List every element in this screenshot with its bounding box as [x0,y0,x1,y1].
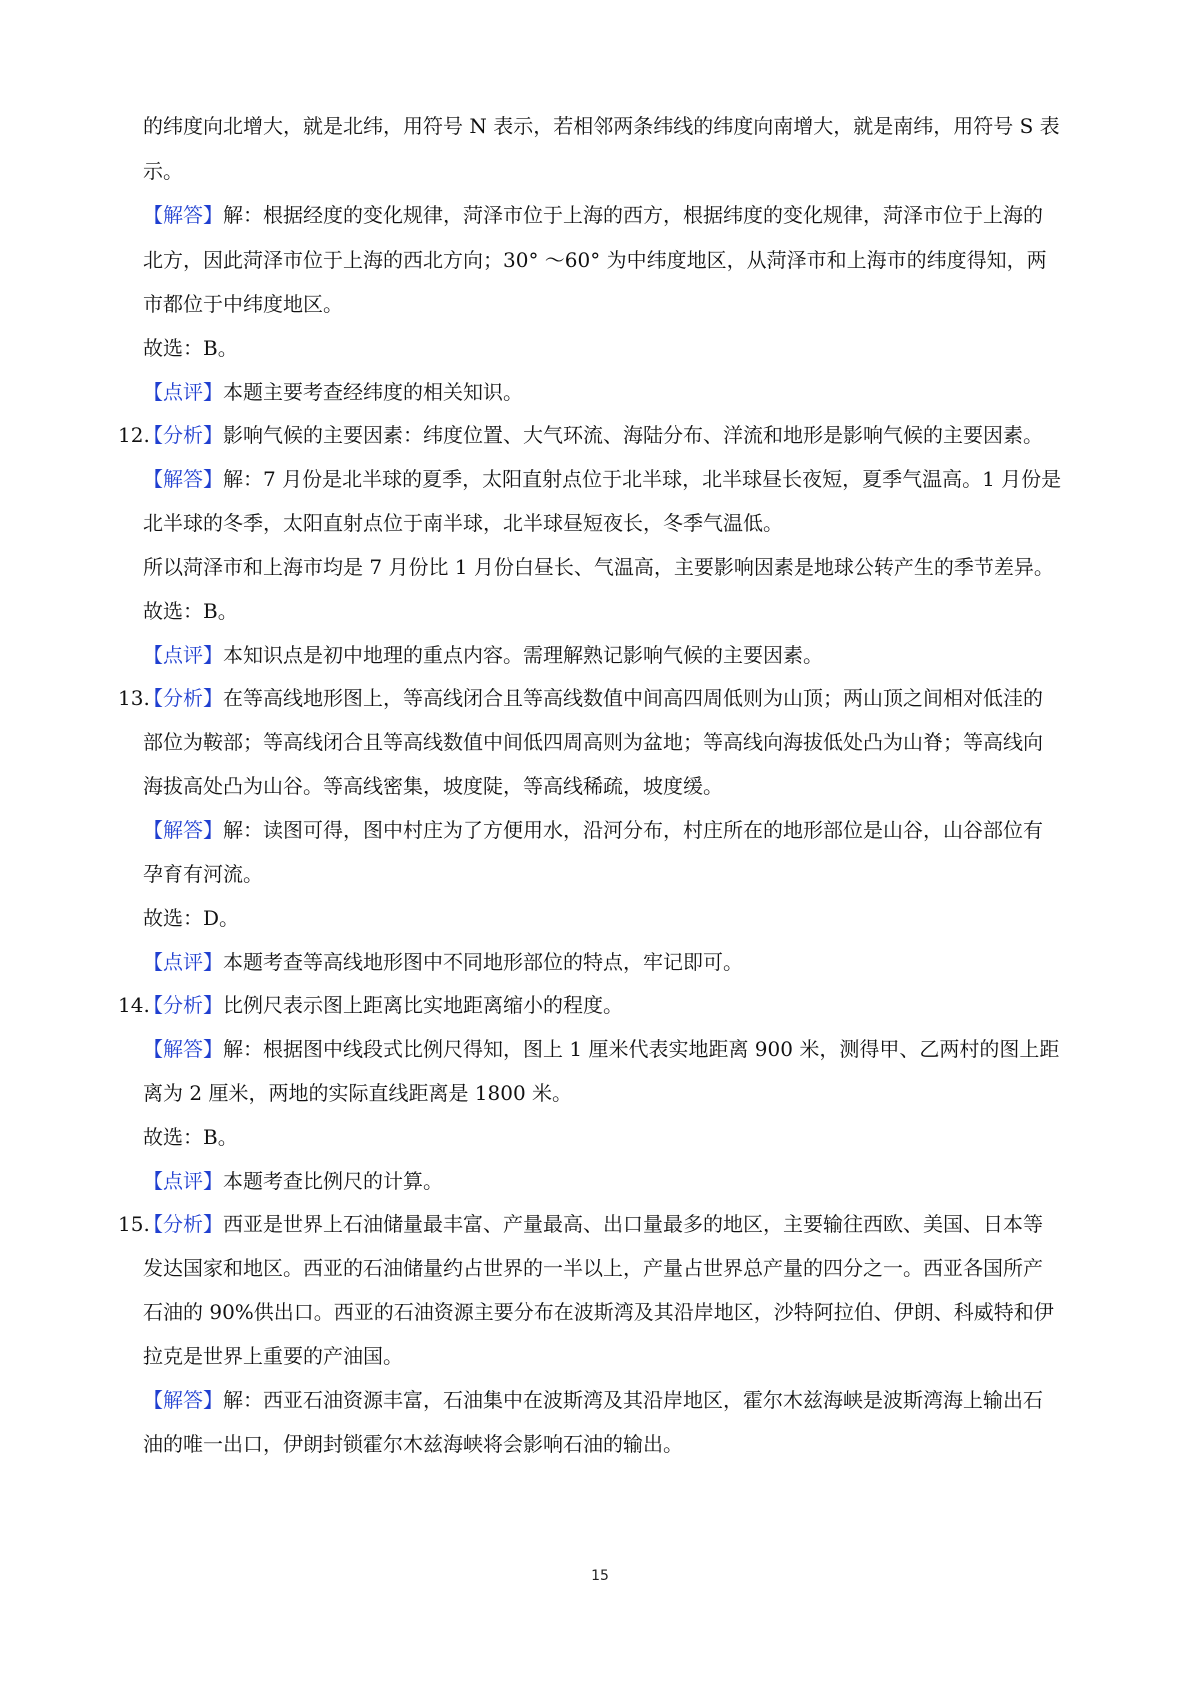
text: 发达国家和地区。西亚的石油储量约占世界的一半以上，产量占世界总产量的四分之一。西亚各国所产 [143,1256,1043,1280]
answer-line [143,509,783,537]
question-number: 15. [118,1212,150,1236]
comment-line [143,378,523,406]
text: 北方，因此菏泽市位于上海的西北方向；30° ～60° 为中纬度地区，从菏泽市和上海市的纬度得知，两 [143,248,1047,272]
answer-tag: 【解答】 [143,1037,223,1061]
choice-line [143,1123,238,1151]
paragraph-line [143,112,1060,140]
text: 本题考查比例尺的计算。 [223,1169,443,1193]
text: 油的唯一出口，伊朗封锁霍尔木兹海峡将会影响石油的输出。 [143,1432,683,1456]
text: 解：西亚石油资源丰富，石油集中在波斯湾及其沿岸地区，霍尔木兹海峡是波斯湾海上输出石 [223,1388,1043,1412]
text: 的纬度向北增大，就是北纬，用符号 N 表示，若相邻两条纬线的纬度向南增大，就是南纬，用符号 S 表 [143,114,1060,138]
analysis-line [143,1342,403,1370]
answer-line [143,1035,1059,1063]
comment-line [143,1167,443,1195]
answer-line [143,290,343,318]
text: 本题考查等高线地形图中不同地形部位的特点，牢记即可。 [223,950,743,974]
question-number: 12. [118,423,150,447]
text: 部位为鞍部；等高线闭合且等高线数值中间低四周高则为盆地；等高线向海拔低处凸为山脊；等高线向 [143,730,1043,754]
analysis-line [143,1298,1054,1326]
text: 石油的 90%供出口。西亚的石油资源主要分布在波斯湾及其沿岸地区，沙特阿拉伯、伊朗、科威特和伊 [143,1300,1054,1324]
text: 示。 [143,159,183,183]
text: 解：读图可得，图中村庄为了方便用水，沿河分布，村庄所在的地形部位是山谷，山谷部位有 [223,818,1043,842]
comment-line [143,948,743,976]
answer-tag: 【解答】 [143,203,223,227]
text: 故选：B。 [143,599,238,623]
choice-line [143,334,238,362]
answer-line [143,465,1061,493]
analysis-line [143,1254,1043,1282]
choice-line [143,597,238,625]
answer-line [143,816,1043,844]
answer-line [143,1079,572,1107]
comment-tag: 【点评】 [143,643,223,667]
answer-tag: 【解答】 [143,818,223,842]
text: 所以菏泽市和上海市均是 7 月份比 1 月份白昼长、气温高，主要影响因素是地球公转产生的季节差异。 [143,555,1054,579]
answer-line [143,1386,1043,1414]
text: 故选：B。 [143,336,238,360]
answer-line [143,553,1054,581]
analysis-tag: 【分析】 [143,1212,223,1236]
text: 市都位于中纬度地区。 [143,292,343,316]
text: 在等高线地形图上，等高线闭合且等高线数值中间高四周低则为山顶；两山顶之间相对低洼的 [223,686,1043,710]
text: 影响气候的主要因素：纬度位置、大气环流、海陆分布、洋流和地形是影响气候的主要因素。 [223,423,1043,447]
answer-line [143,201,1043,229]
answer-line [143,246,1047,274]
page-number: 15 [591,1568,609,1584]
text: 海拔高处凸为山谷。等高线密集，坡度陡，等高线稀疏，坡度缓。 [143,774,723,798]
comment-tag: 【点评】 [143,1169,223,1193]
analysis-line [143,1210,1043,1238]
text: 故选：B。 [143,1125,238,1149]
analysis-line [143,421,1043,449]
answer-tag: 【解答】 [143,1388,223,1412]
text: 本知识点是初中地理的重点内容。需理解熟记影响气候的主要因素。 [223,643,823,667]
comment-line [143,641,823,669]
choice-line [143,904,239,932]
text: 解：根据图中线段式比例尺得知，图上 1 厘米代表实地距离 900 米，测得甲、乙两村的图上距 [223,1037,1060,1061]
text: 拉克是世界上重要的产油国。 [143,1344,403,1368]
text: 解：根据经度的变化规律，菏泽市位于上海的西方，根据纬度的变化规律，菏泽市位于上海的 [223,203,1043,227]
comment-tag: 【点评】 [143,950,223,974]
text: 比例尺表示图上距离比实地距离缩小的程度。 [223,993,623,1017]
paragraph-line [143,157,183,185]
analysis-tag: 【分析】 [143,423,223,447]
text: 西亚是世界上石油储量最丰富、产量最高、出口量最多的地区，主要输往西欧、美国、日本等 [223,1212,1043,1236]
analysis-line [143,991,623,1019]
text: 本题主要考查经纬度的相关知识。 [223,380,523,404]
comment-tag: 【点评】 [143,380,223,404]
analysis-line [143,728,1043,756]
analysis-tag: 【分析】 [143,993,223,1017]
text: 北半球的冬季，太阳直射点位于南半球，北半球昼短夜长，冬季气温低。 [143,511,783,535]
analysis-line [143,772,723,800]
analysis-tag: 【分析】 [143,686,223,710]
text: 孕育有河流。 [143,862,263,886]
answer-tag: 【解答】 [143,467,223,491]
answer-line [143,860,263,888]
text: 离为 2 厘米，两地的实际直线距离是 1800 米。 [143,1081,573,1105]
text: 解：7 月份是北半球的夏季，太阳直射点位于北半球，北半球昼长夜短，夏季气温高。1 月份是 [223,467,1062,491]
answer-line [143,1430,683,1458]
text: 故选：D。 [143,906,240,930]
question-number: 14. [118,993,150,1017]
analysis-line [143,684,1043,712]
question-number: 13. [118,686,150,710]
